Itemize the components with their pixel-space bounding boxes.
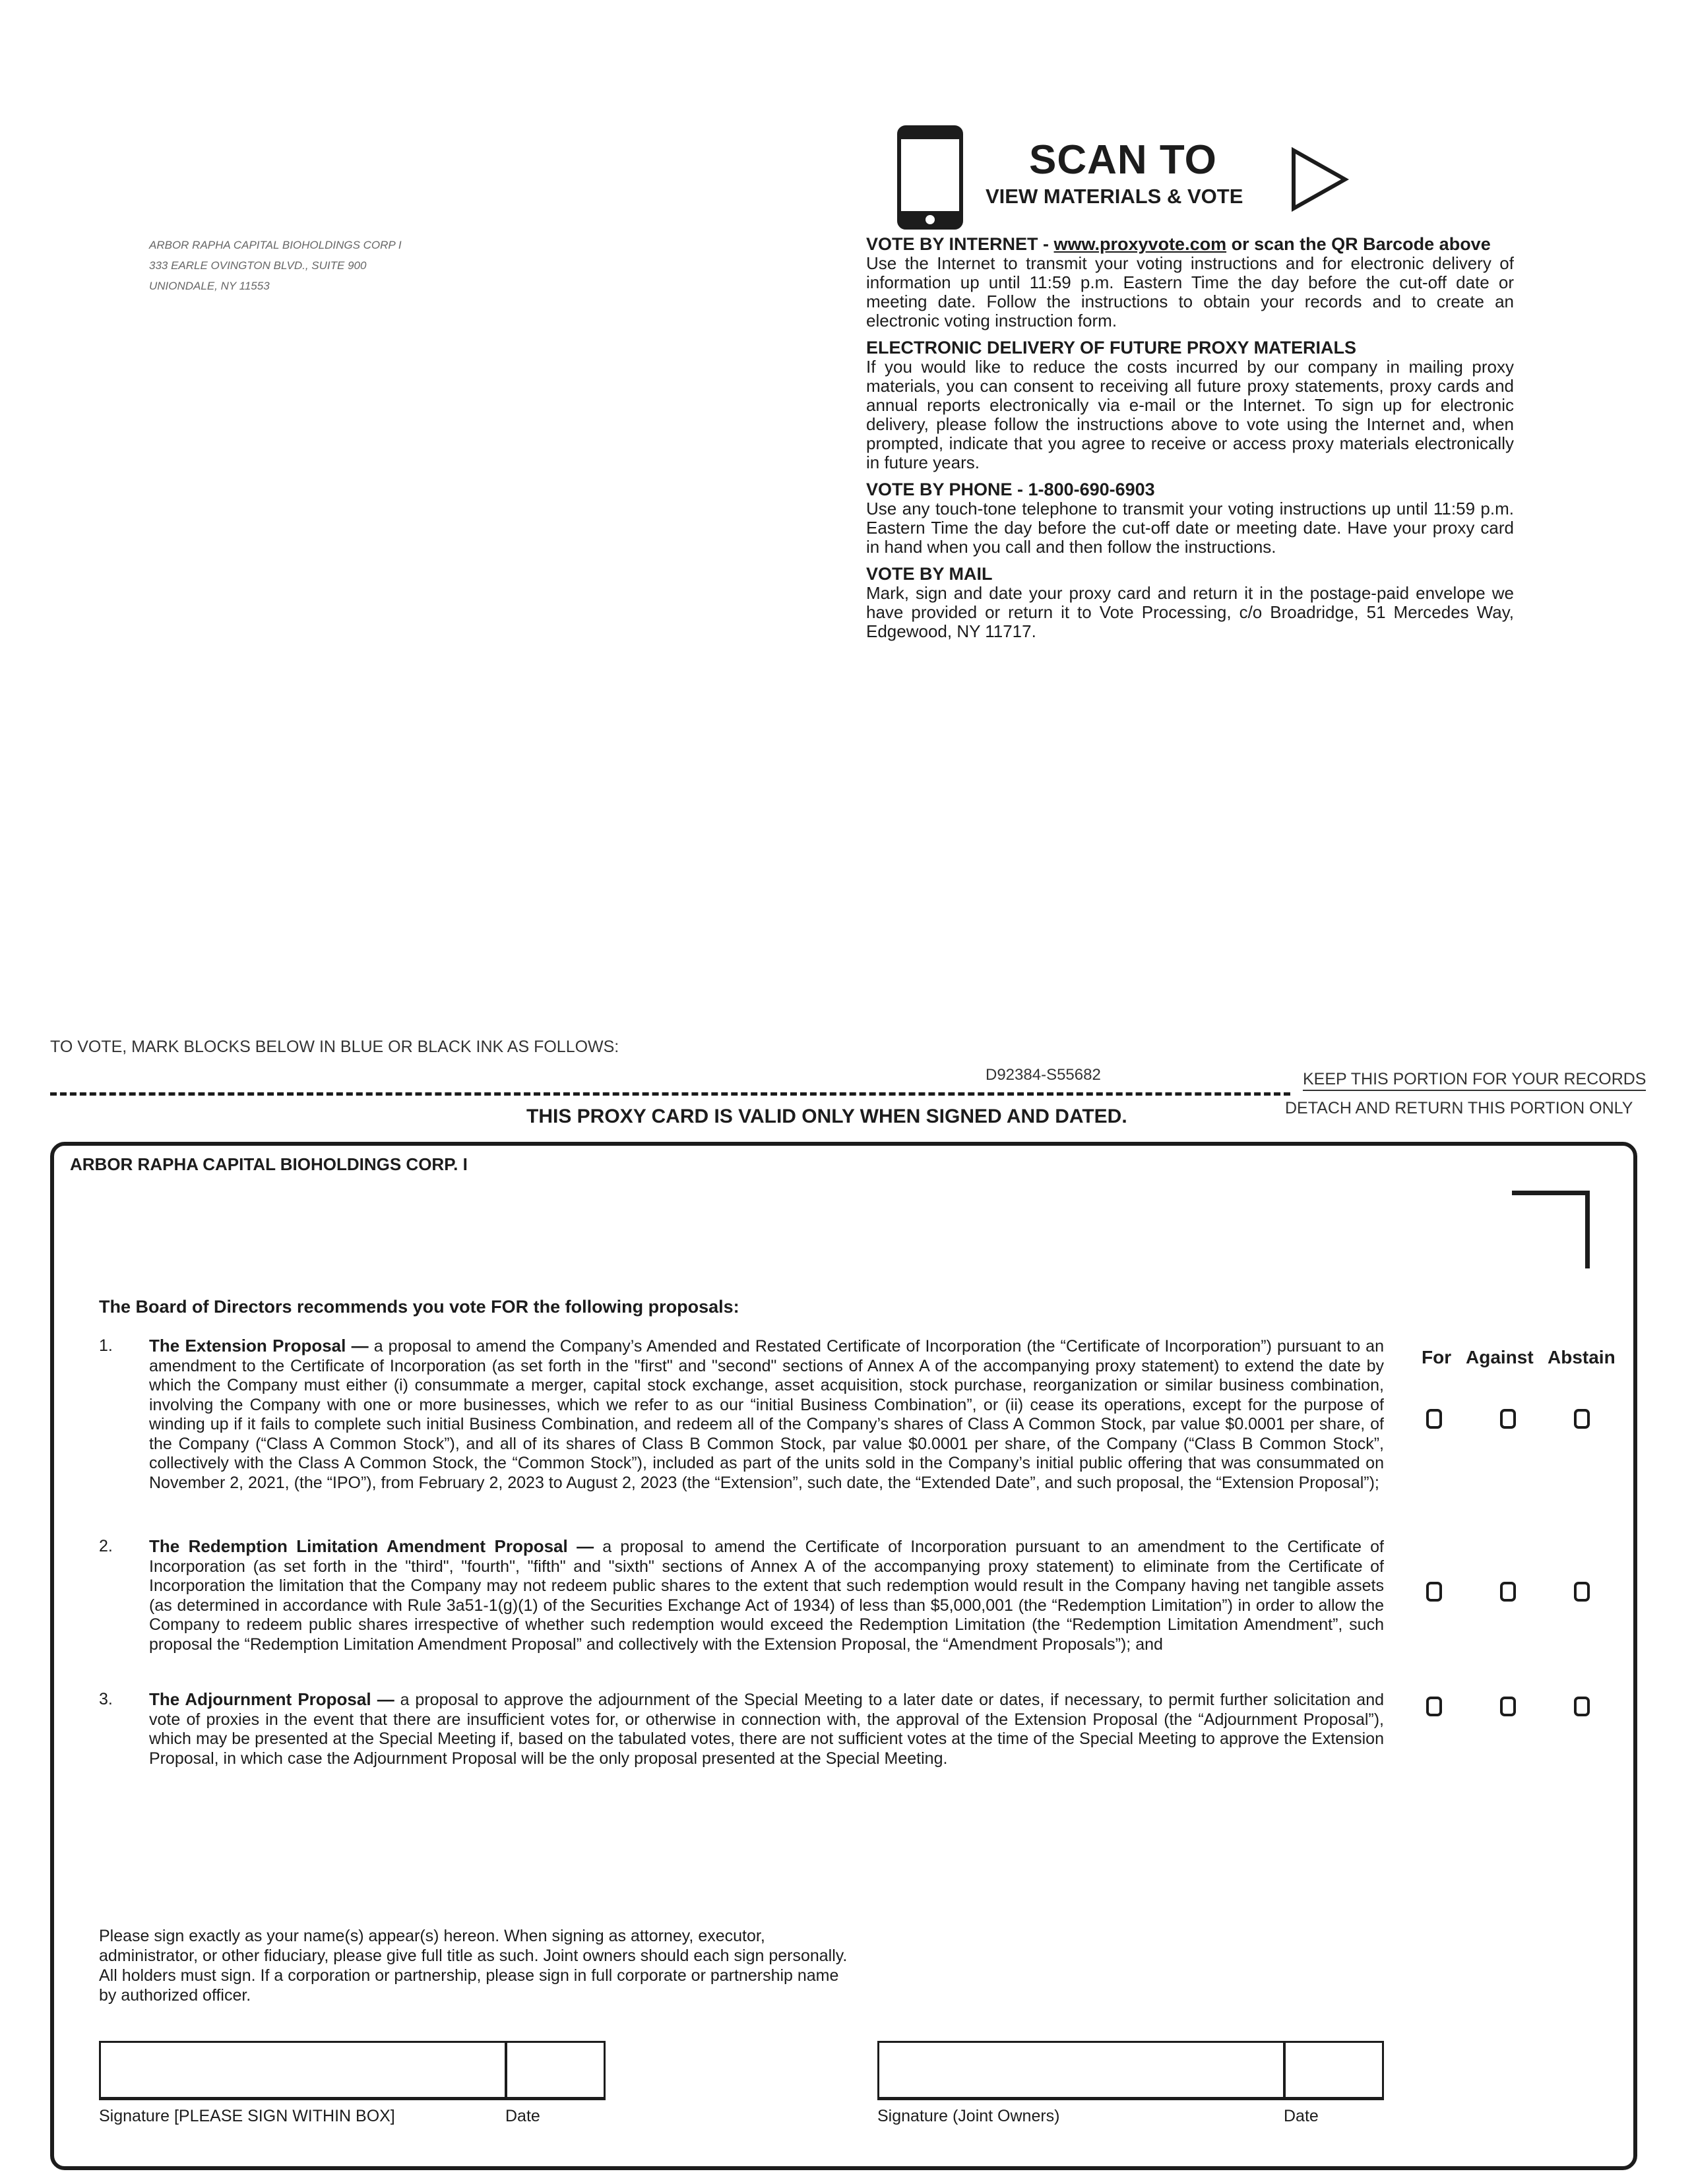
proposal-number: 2. (99, 1537, 113, 1555)
internet-heading-suffix: or scan the QR Barcode above (1226, 234, 1491, 254)
proposal-2 (99, 1537, 1384, 1654)
signature-box[interactable] (99, 2041, 507, 2100)
proposal-3-abstain-checkbox[interactable] (1574, 1697, 1590, 1716)
vote-by-phone-body: Use any touch-tone telephone to transmit your voting instructions up until 11:59 p.m. Eastern Time the day before the cut-off date or meeting date. Have your proxy card in hand when you call and then follow the instructions. (866, 499, 1514, 557)
proposal-body: a proposal to amend the Company’s Amended and Restated Certificate of Incorporation (the “Certificate of Incorporation”) pursuant to an amendment to the Certificate of Incorporation (as set forth in the "first" and "second" sections of Annex A of the accompanying proxy statement) to extend the date by which the Company must either (i) consummate a merger, capital stock exchange, asset acquisition, stock purchase, reorganization or similar business combination, involving the Company with one or more businesses, which we refer to as our “initial Business Combination”, or (ii) cease its operations, except for the purpose of winding up if it fails to complete such initial Business Combination, and redeem all of the Company’s shares of Class A Common Stock, par value $0.0001 per share, of the Company (“Class A Common Stock”), and all of its shares of Class B Common Stock, par value $0.0001 per share, of the Company (“Class B Common Stock”, collectively with the Class A Common Stock, the “Common Stock”), included as part of the units sold in the Company’s initial public offering that was consummated on November 2, 2021, (the “IPO”), from February 2, 2023 to August 2, 2023 (the “Extension”, such date, the “Extended Date”, and such proposal, the “Extension Proposal”); (149, 1337, 1384, 1492)
detach-return-label: DETACH AND RETURN THIS PORTION ONLY (1285, 1099, 1633, 1117)
perforation-line (50, 1092, 1290, 1096)
proposal-1 (99, 1336, 1384, 1493)
control-number: D92384-S55682 (986, 1066, 1101, 1084)
board-recommendation: The Board of Directors recommends you vote FOR the following proposals: (99, 1297, 739, 1317)
signature-label: Signature [PLEASE SIGN WITHIN BOX] (99, 2107, 395, 2125)
column-for: For (1422, 1347, 1452, 1367)
electronic-delivery-heading: ELECTRONIC DELIVERY OF FUTURE PROXY MATERIALS (866, 338, 1357, 358)
column-against: Against (1466, 1347, 1534, 1367)
scan-subtitle: VIEW MATERIALS & VOTE (986, 185, 1243, 208)
proposal-number: 3. (99, 1690, 113, 1708)
return-address (149, 235, 402, 296)
return-address-line: 333 EARLE OVINGTON BLVD., SUITE 900 (149, 259, 367, 272)
proposal-1-abstain-checkbox[interactable] (1574, 1409, 1590, 1429)
smartphone-icon (897, 125, 963, 230)
return-address-line: ARBOR RAPHA CAPITAL BIOHOLDINGS CORP I (149, 239, 402, 251)
internet-heading-prefix: VOTE BY INTERNET - (866, 234, 1054, 254)
keep-portion-label: KEEP THIS PORTION FOR YOUR RECORDS (1303, 1070, 1646, 1091)
corner-registration-mark (1512, 1191, 1590, 1268)
proposal-1-against-checkbox[interactable] (1500, 1409, 1516, 1429)
valid-only-notice: THIS PROXY CARD IS VALID ONLY WHEN SIGNED AND DATED. (526, 1106, 1127, 1127)
proposal-number: 1. (99, 1336, 113, 1355)
vote-by-phone-heading: VOTE BY PHONE - 1-800-690-6903 (866, 480, 1155, 499)
signing-instructions: Please sign exactly as your name(s) appear(s) hereon. When signing as attorney, executor, administrator, or other fiduciary, please give full title as such. Joint owners should each sign personally. All holders must sign. If a corporation or partnership, please sign in full corporate or partnership name by authorized officer. (99, 1927, 848, 2005)
voting-instructions (866, 235, 1514, 641)
proposal-title: The Redemption Limitation Amendment Proposal — (149, 1536, 594, 1556)
proposal-3 (99, 1690, 1384, 1768)
proxyvote-link[interactable]: www.proxyvote.com (1053, 234, 1227, 254)
proxy-card (50, 1142, 1637, 2170)
joint-signature-box[interactable] (877, 2041, 1285, 2100)
return-address-line: UNIONDALE, NY 11553 (149, 280, 270, 292)
vote-by-mail-heading: VOTE BY MAIL (866, 564, 993, 584)
proposal-title: The Adjournment Proposal — (149, 1689, 394, 1709)
vote-by-mail-body: Mark, sign and date your proxy card and return it in the postage-paid envelope we have provided or return it to Vote Processing, c/o Broadridge, 51 Mercedes Way, Edgewood, NY 11717. (866, 583, 1514, 641)
joint-date-box[interactable] (1284, 2041, 1384, 2100)
proposal-3-against-checkbox[interactable] (1500, 1697, 1516, 1716)
proposal-2-against-checkbox[interactable] (1500, 1582, 1516, 1602)
joint-date-label: Date (1284, 2107, 1319, 2125)
play-arrow-icon (1290, 146, 1349, 212)
mark-instructions: TO VOTE, MARK BLOCKS BELOW IN BLUE OR BLACK INK AS FOLLOWS: (50, 1038, 619, 1056)
proposal-2-for-checkbox[interactable] (1426, 1582, 1442, 1602)
vote-by-internet-body: Use the Internet to transmit your voting instructions and for electronic delivery of information up until 11:59 p.m. Eastern Time the day before the cut-off date or meeting date. Follow the instructions to obtain your records and to create an electronic voting instruction form. (866, 253, 1514, 330)
proposal-body: a proposal to amend the Certificate of Incorporation pursuant to an amendment to the Certificate of Incorporation (as set forth in the "third", "fourth", "fifth" and "sixth" sections of Annex A of the accompanying proxy statement) to eliminate from the Certificate of Incorporation the limitation that the Company may not redeem public shares to the extent that such redemption would result in the Company having net tangible assets (as determined in accordance with Rule 3a51-1(g)(1) of the Securities Exchange Act of 1934) of less than $5,000,001 (the “Redemption Limitation”) in order to allow the Company to redeem public shares irrespective of whether such redemption would exceed the Redemption Limitation (the “Redemption Limitation Amendment”, such proposal the “Redemption Limitation Amendment Proposal” and collectively with the Extension Proposal, the “Amendment Proposals”); and (149, 1538, 1384, 1654)
electronic-delivery-body: If you would like to reduce the costs incurred by our company in mailing proxy materials, you can consent to receiving all future proxy statements, proxy cards and annual reports electronically via e-mail or the Internet. To sign up for electronic delivery, please follow the instructions above to vote using the Internet and, when prompted, indicate that you agree to receive or access proxy materials electronically in future years. (866, 357, 1514, 472)
proposal-2-abstain-checkbox[interactable] (1574, 1582, 1590, 1602)
scan-title: SCAN TO (1029, 137, 1217, 183)
joint-signature-label: Signature (Joint Owners) (877, 2107, 1060, 2125)
proposal-body: a proposal to approve the adjournment of the Special Meeting to a later date or dates, if necessary, to permit further solicitation and vote of proxies in the event that there are insufficient votes for, or otherwise in connection with, the approval of the Extension Proposal (the “Adjournment Proposal”), which may be presented at the Special Meeting if, based on the tabulated votes, there are not sufficient votes at the time of the Special Meeting to approve the Extension Proposal, in which case the Adjournment Proposal will be the only proposal presented at the Special Meeting. (149, 1691, 1384, 1768)
date-label: Date (505, 2107, 540, 2125)
vote-by-internet-heading (866, 235, 1514, 254)
proposal-text (149, 1336, 1384, 1493)
column-abstain: Abstain (1548, 1347, 1616, 1367)
proposal-1-for-checkbox[interactable] (1426, 1409, 1442, 1429)
proposal-title: The Extension Proposal — (149, 1336, 369, 1356)
date-box[interactable] (505, 2041, 606, 2100)
proposal-3-for-checkbox[interactable] (1426, 1697, 1442, 1716)
proposal-text (149, 1537, 1384, 1654)
proposal-text (149, 1690, 1384, 1768)
company-name: ARBOR RAPHA CAPITAL BIOHOLDINGS CORP. I (70, 1154, 468, 1174)
